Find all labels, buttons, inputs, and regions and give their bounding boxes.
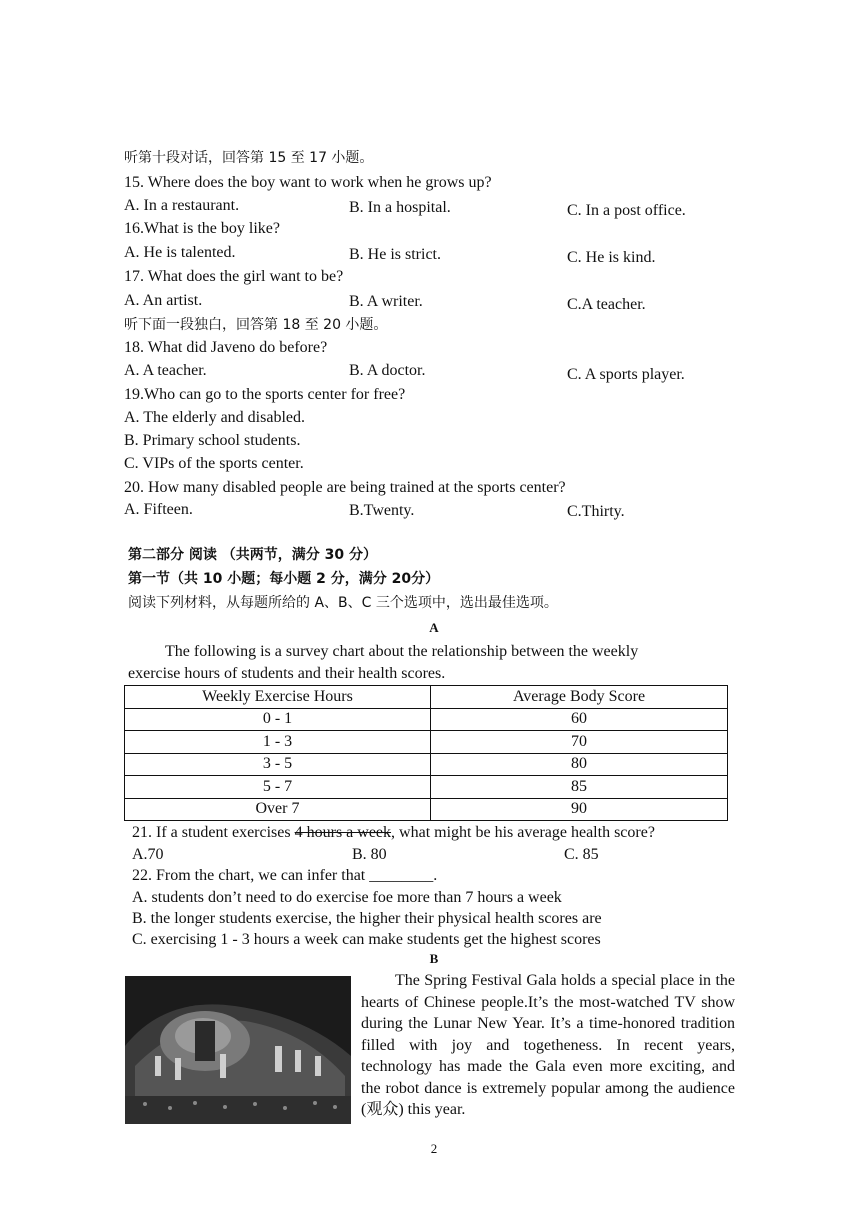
passage-a-intro-line2: exercise hours of students and their health scores. (128, 665, 446, 682)
reading-part-title: 第二部分 阅读 （共两节，满分 30 分） (128, 547, 377, 563)
passage-b-label: B (429, 951, 439, 966)
table-cell-score: 90 (431, 798, 728, 821)
table-cell-score: 60 (431, 708, 728, 731)
table-cell-score: 80 (431, 753, 728, 776)
q15-stem: 15. Where does the boy want to work when he grows up? (124, 174, 492, 191)
q15-option-b: B. In a hospital. (349, 199, 451, 216)
table-cell-score: 85 (431, 776, 728, 799)
passage-b-text (361, 970, 735, 1121)
q21-option-b: B. 80 (352, 846, 387, 863)
table-cell-score: 70 (431, 731, 728, 754)
table-cell-hours: 0 - 1 (125, 708, 431, 731)
section10-instruction: 听第十段对话，回答第 15 至 17 小题。 (124, 150, 374, 166)
q19-option-b: B. Primary school students. (124, 432, 301, 449)
q15-option-a: A. In a restaurant. (124, 197, 240, 214)
page-number: 2 (430, 1141, 438, 1156)
passage-b-body: The Spring Festival Gala holds a special place in the hearts of Chinese people.It’s the most-watched TV show during the Lunar New Year. It’s a time-honored tradition filled with joy and togetheness. In recent years, technology has made the Gala even more exciting, and the robot dance is extremely popular among the audience (观众) this year. (361, 972, 735, 1118)
q20-option-b: B.Twenty. (349, 502, 415, 519)
q17-stem: 17. What does the girl want to be? (124, 268, 344, 285)
table-row (125, 776, 728, 799)
q21-stem-post: , what might be his average health score? (391, 824, 655, 841)
q18-option-c: C. A sports player. (567, 366, 685, 383)
q22-option-a: A. students don’t need to do exercise foe more than 7 hours a week (132, 889, 562, 906)
q16-option-b: B. He is strict. (349, 246, 441, 263)
q21-stem (132, 823, 655, 843)
passage-a-label: A (429, 620, 439, 635)
table-cell-hours: 3 - 5 (125, 753, 431, 776)
q19-option-a: A. The elderly and disabled. (124, 409, 305, 426)
table-cell-hours: Over 7 (125, 798, 431, 821)
reading-instruction: 阅读下列材料，从每题所给的 A、B、C 三个选项中，选出最佳选项。 (128, 595, 558, 611)
reading-section-title: 第一节（共 10 小题；每小题 2 分，满分 20分） (128, 571, 440, 587)
q20-option-a: A. Fifteen. (124, 501, 193, 518)
q21-stem-struck: 4 hours a week (294, 824, 392, 841)
table-cell-hours: 1 - 3 (125, 731, 431, 754)
table-header-hours: Weekly Exercise Hours (125, 686, 431, 709)
q16-stem: 16.What is the boy like? (124, 220, 280, 237)
q20-option-c: C.Thirty. (567, 503, 625, 520)
q17-option-b: B. A writer. (349, 293, 423, 310)
q22-option-b: B. the longer students exercise, the higher their physical health scores are (132, 910, 602, 927)
table-row (125, 753, 728, 776)
q19-stem: 19.Who can go to the sports center for free? (124, 386, 406, 403)
table-row (125, 798, 728, 821)
q18-option-a: A. A teacher. (124, 362, 207, 379)
robot-dance-stage-image (125, 976, 351, 1124)
q21-stem-pre: 21. If a student exercises (132, 824, 295, 841)
passage-a-intro-line1: The following is a survey chart about the relationship between the weekly (165, 643, 639, 660)
q15-option-c: C. In a post office. (567, 202, 686, 219)
survey-table (124, 685, 728, 821)
q22-option-c: C. exercising 1 - 3 hours a week can make students get the highest scores (132, 931, 601, 948)
q18-option-b: B. A doctor. (349, 362, 426, 379)
q17-option-c: C.A teacher. (567, 296, 646, 313)
q21-option-a: A.70 (132, 846, 164, 863)
q20-stem: 20. How many disabled people are being trained at the sports center? (124, 479, 566, 496)
q17-option-a: A. An artist. (124, 292, 203, 309)
monologue-instruction: 听下面一段独白，回答第 18 至 20 小题。 (124, 317, 388, 333)
q16-option-a: A. He is talented. (124, 244, 236, 261)
table-row (125, 731, 728, 754)
q16-option-c: C. He is kind. (567, 249, 656, 266)
gala-photo (125, 976, 351, 1124)
q22-stem: 22. From the chart, we can infer that ________. (132, 867, 438, 884)
table-row (125, 708, 728, 731)
table-cell-hours: 5 - 7 (125, 776, 431, 799)
table-header-row (125, 686, 728, 709)
q21-option-c: C. 85 (564, 846, 599, 863)
q18-stem: 18. What did Javeno do before? (124, 339, 328, 356)
q19-option-c: C. VIPs of the sports center. (124, 455, 304, 472)
table-header-score: Average Body Score (431, 686, 728, 709)
